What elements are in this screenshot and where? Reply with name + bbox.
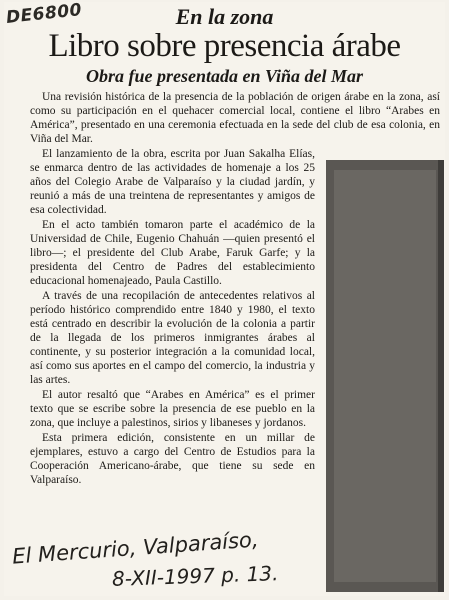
paragraph-3: En el acto también tomaron parte el académico de la Universidad de Chile, Eugenio Chahuán —quien presentó el libro—; el presidente del Club Arabe, Faruk Garfe; y la presidenta del Centro de Padres del establecimiento educacional homenajeado, Paula Castillo. bbox=[30, 219, 315, 287]
paragraph-1: Una revisión histórica de la presencia de la población de origen árabe en la zona, así como su participación en el quehacer comercial local, contiene el libro “Arabes en América”, presentado en una ceremonia efectuada en la sede del club de esa colonia, en Viña del Mar. bbox=[30, 91, 440, 145]
paragraph-6: Esta primera edición, consistente en un millar de ejemplares, estuvo a cargo del Centro de Estudios para la Cooperación Americano-árabe, que tiene su sede en Valparaíso. bbox=[30, 432, 315, 486]
article-body bbox=[30, 90, 440, 488]
article-headline: Libro sobre presencia árabe bbox=[48, 28, 401, 64]
paragraph-2: El lanzamiento de la obra, escrita por Juan Sakalha Elías, se enmarca dentro de las actividades de homenaje a los 25 años del Colegio Arabe de Valparaíso y la ciudad jardín, y reunió a más de una treintena de representantes y amigos de esa colectividad. bbox=[30, 148, 315, 216]
archive-code-annotation: DE6800 bbox=[5, 0, 83, 28]
paragraph-5: El autor resaltó que “Arabes en América” es el primer texto que se escribe sobre la presencia de ese pueblo en la zona, que incluye a palestinos, sirios y libaneses y jordanos. bbox=[30, 389, 315, 429]
section-kicker: En la zona bbox=[175, 4, 274, 29]
handwritten-date-page: 8-XII-1997 p. 13. bbox=[111, 561, 279, 591]
handwritten-source: El Mercurio, Valparaíso, bbox=[11, 527, 260, 569]
paragraph-4: A través de una recopilación de antecedentes relativos al período histórico comprendido entre 1840 y 1980, el texto está centrado en describir la evolución de la colonia a partir de la llegada de los primeros inmigrantes árabes al continente, y su posterior integración a la comunidad local, así como sus aportes en el campo del comercio, la industria y las artes. bbox=[30, 290, 315, 386]
article-subhead: Obra fue presentada en Viña del Mar bbox=[85, 66, 364, 86]
